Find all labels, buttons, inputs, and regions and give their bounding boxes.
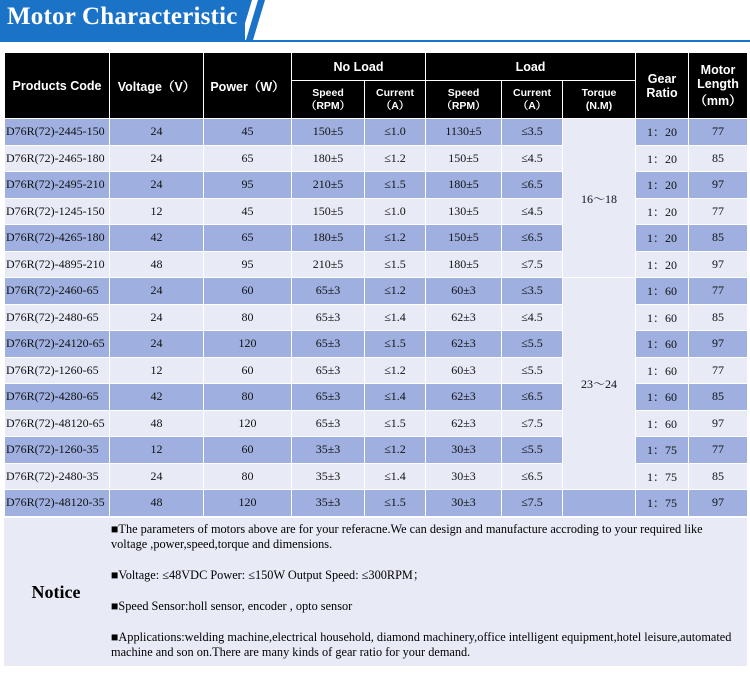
cell-noload-speed: 35±3 <box>292 437 365 464</box>
cell-voltage: 48 <box>110 251 204 278</box>
table-row <box>5 463 748 490</box>
cell-gear-ratio: 1：75 <box>636 490 689 517</box>
cell-load-speed: 62±3 <box>426 331 502 358</box>
cell-voltage: 24 <box>110 304 204 331</box>
cell-voltage: 24 <box>110 172 204 199</box>
cell-voltage: 24 <box>110 463 204 490</box>
notice-line: ■The parameters of motors above are for your referacne.We can design and manufacture accroding to your required like voltage ,power,speed,torque and dimensions. <box>111 522 703 551</box>
cell-motor-length: 97 <box>689 172 748 199</box>
cell-gear-ratio: 1：75 <box>636 463 689 490</box>
cell-product-code: D76R(72)-48120-65 <box>5 410 110 437</box>
cell-power: 80 <box>204 463 292 490</box>
header-power: Power（W） <box>204 53 292 119</box>
cell-load-speed: 180±5 <box>426 172 502 199</box>
cell-load-current: ≤7.5 <box>502 251 563 278</box>
cell-product-code: D76R(72)-48120-35 <box>5 490 110 517</box>
table-row <box>5 145 748 172</box>
cell-power: 60 <box>204 278 292 305</box>
cell-motor-length: 85 <box>689 304 748 331</box>
cell-noload-speed: 65±3 <box>292 278 365 305</box>
cell-gear-ratio: 1：20 <box>636 119 689 146</box>
table-row <box>5 490 748 517</box>
table-row <box>5 384 748 411</box>
cell-motor-length: 97 <box>689 410 748 437</box>
cell-load-torque: 23～24 <box>563 278 636 490</box>
table-row <box>5 331 748 358</box>
cell-gear-ratio: 1：20 <box>636 172 689 199</box>
cell-power: 80 <box>204 384 292 411</box>
cell-noload-current: ≤1.2 <box>365 357 426 384</box>
cell-load-speed: 30±3 <box>426 490 502 517</box>
cell-noload-current: ≤1.5 <box>365 251 426 278</box>
notice-line: ■Speed Sensor:holl sensor, encoder , opto sensor <box>111 599 353 613</box>
cell-motor-length: 77 <box>689 437 748 464</box>
cell-noload-current: ≤1.5 <box>365 490 426 517</box>
table-row <box>5 225 748 252</box>
cell-power: 45 <box>204 198 292 225</box>
cell-noload-speed: 180±5 <box>292 225 365 252</box>
notice-line: ■Applications:welding machine,electrical household, diamond machinery,office intelligent equipment,hotel leisure,automated machine and son on.There are many kinds of gear ratio for your demand. <box>111 630 732 659</box>
table-row <box>5 357 748 384</box>
cell-noload-current: ≤1.4 <box>365 384 426 411</box>
notice-section <box>4 518 747 666</box>
cell-power: 80 <box>204 304 292 331</box>
cell-noload-current: ≤1.2 <box>365 278 426 305</box>
cell-voltage: 48 <box>110 490 204 517</box>
cell-product-code: D76R(72)-2465-180 <box>5 145 110 172</box>
cell-product-code: D76R(72)-2480-35 <box>5 463 110 490</box>
cell-motor-length: 85 <box>689 145 748 172</box>
cell-load-speed: 130±5 <box>426 198 502 225</box>
cell-noload-speed: 65±3 <box>292 410 365 437</box>
cell-product-code: D76R(72)-1245-150 <box>5 198 110 225</box>
cell-noload-speed: 65±3 <box>292 331 365 358</box>
cell-power: 60 <box>204 357 292 384</box>
cell-product-code: D76R(72)-2445-150 <box>5 119 110 146</box>
cell-noload-speed: 35±3 <box>292 490 365 517</box>
cell-power: 95 <box>204 251 292 278</box>
cell-power: 120 <box>204 410 292 437</box>
cell-noload-current: ≤1.5 <box>365 410 426 437</box>
header-load: Load <box>426 53 636 81</box>
cell-noload-current: ≤1.0 <box>365 198 426 225</box>
cell-power: 65 <box>204 145 292 172</box>
cell-load-speed: 30±3 <box>426 463 502 490</box>
cell-noload-speed: 65±3 <box>292 357 365 384</box>
cell-load-speed: 60±3 <box>426 278 502 305</box>
cell-noload-speed: 180±5 <box>292 145 365 172</box>
page-title: Motor Characteristic <box>7 3 238 30</box>
cell-product-code: D76R(72)-2460-65 <box>5 278 110 305</box>
cell-motor-length: 97 <box>689 331 748 358</box>
cell-noload-current: ≤1.2 <box>365 145 426 172</box>
header-load-torque: Torque (N.M) <box>563 81 636 119</box>
table-row <box>5 119 748 146</box>
cell-load-current: ≤4.5 <box>502 145 563 172</box>
cell-gear-ratio: 1：20 <box>636 225 689 252</box>
banner-divider <box>0 40 750 42</box>
cell-voltage: 12 <box>110 198 204 225</box>
cell-product-code: D76R(72)-2480-65 <box>5 304 110 331</box>
cell-motor-length: 85 <box>689 463 748 490</box>
cell-noload-current: ≤1.4 <box>365 304 426 331</box>
cell-voltage: 24 <box>110 278 204 305</box>
cell-load-torque: 16～18 <box>563 119 636 278</box>
cell-gear-ratio: 1：60 <box>636 278 689 305</box>
cell-load-speed: 150±5 <box>426 145 502 172</box>
cell-product-code: D76R(72)-1260-65 <box>5 357 110 384</box>
cell-voltage: 24 <box>110 331 204 358</box>
header-noload-speed: Speed （RPM） <box>292 81 365 119</box>
cell-load-current: ≤3.5 <box>502 278 563 305</box>
cell-load-speed: 62±3 <box>426 410 502 437</box>
cell-motor-length: 97 <box>689 490 748 517</box>
cell-product-code: D76R(72)-4895-210 <box>5 251 110 278</box>
cell-voltage: 42 <box>110 225 204 252</box>
header-products-code: Products Code <box>5 53 110 119</box>
cell-gear-ratio: 1：20 <box>636 145 689 172</box>
cell-power: 120 <box>204 490 292 517</box>
table-row <box>5 251 748 278</box>
cell-motor-length: 85 <box>689 225 748 252</box>
cell-noload-speed: 210±5 <box>292 251 365 278</box>
table-row <box>5 304 748 331</box>
cell-voltage: 12 <box>110 437 204 464</box>
cell-load-speed: 62±3 <box>426 304 502 331</box>
cell-noload-speed: 35±3 <box>292 463 365 490</box>
cell-noload-speed: 150±5 <box>292 119 365 146</box>
notice-text <box>111 522 741 676</box>
cell-load-torque <box>563 490 636 517</box>
cell-product-code: D76R(72)-4265-180 <box>5 225 110 252</box>
header-no-load: No Load <box>292 53 426 81</box>
cell-load-current: ≤3.5 <box>502 119 563 146</box>
cell-power: 95 <box>204 172 292 199</box>
cell-gear-ratio: 1：20 <box>636 251 689 278</box>
cell-motor-length: 77 <box>689 198 748 225</box>
cell-load-current: ≤4.5 <box>502 198 563 225</box>
cell-voltage: 42 <box>110 384 204 411</box>
header-voltage: Voltage（V） <box>110 53 204 119</box>
cell-load-speed: 1130±5 <box>426 119 502 146</box>
cell-product-code: D76R(72)-4280-65 <box>5 384 110 411</box>
cell-noload-speed: 65±3 <box>292 304 365 331</box>
cell-voltage: 24 <box>110 145 204 172</box>
cell-noload-current: ≤1.0 <box>365 119 426 146</box>
cell-power: 60 <box>204 437 292 464</box>
cell-load-current: ≤7.5 <box>502 410 563 437</box>
cell-voltage: 12 <box>110 357 204 384</box>
header-motor-length: Motor Length（mm） <box>689 53 748 119</box>
cell-motor-length: 85 <box>689 384 748 411</box>
cell-product-code: D76R(72)-24120-65 <box>5 331 110 358</box>
notice-label: Notice <box>31 581 81 602</box>
cell-voltage: 24 <box>110 119 204 146</box>
cell-load-speed: 60±3 <box>426 357 502 384</box>
table-row <box>5 172 748 199</box>
cell-product-code: D76R(72)-1260-35 <box>5 437 110 464</box>
header-noload-current: Current （A） <box>365 81 426 119</box>
header-gear-ratio: Gear Ratio <box>636 53 689 119</box>
header-load-current: Current （A） <box>502 81 563 119</box>
cell-gear-ratio: 1：60 <box>636 331 689 358</box>
cell-product-code: D76R(72)-2495-210 <box>5 172 110 199</box>
table-row <box>5 437 748 464</box>
table-row <box>5 278 748 305</box>
table-body <box>5 119 748 517</box>
cell-load-current: ≤6.5 <box>502 225 563 252</box>
cell-gear-ratio: 1：60 <box>636 410 689 437</box>
cell-noload-current: ≤1.2 <box>365 225 426 252</box>
banner-stripes-icon <box>232 0 272 40</box>
cell-load-speed: 150±5 <box>426 225 502 252</box>
cell-load-current: ≤7.5 <box>502 490 563 517</box>
cell-power: 120 <box>204 331 292 358</box>
header-load-speed: Speed （RPM） <box>426 81 502 119</box>
cell-noload-current: ≤1.4 <box>365 463 426 490</box>
cell-load-current: ≤5.5 <box>502 357 563 384</box>
cell-load-current: ≤6.5 <box>502 172 563 199</box>
motor-spec-table <box>4 52 748 517</box>
cell-load-current: ≤5.5 <box>502 437 563 464</box>
cell-load-speed: 62±3 <box>426 384 502 411</box>
cell-noload-current: ≤1.5 <box>365 172 426 199</box>
cell-noload-speed: 210±5 <box>292 172 365 199</box>
cell-power: 45 <box>204 119 292 146</box>
cell-motor-length: 77 <box>689 119 748 146</box>
cell-motor-length: 77 <box>689 357 748 384</box>
notice-line: ■Voltage: ≤48VDC Power: ≤150W Output Speed: ≤300RPM； <box>111 568 426 582</box>
cell-power: 65 <box>204 225 292 252</box>
cell-motor-length: 97 <box>689 251 748 278</box>
cell-gear-ratio: 1：75 <box>636 437 689 464</box>
cell-gear-ratio: 1：60 <box>636 357 689 384</box>
cell-voltage: 48 <box>110 410 204 437</box>
cell-gear-ratio: 1：60 <box>636 384 689 411</box>
table-row <box>5 410 748 437</box>
cell-gear-ratio: 1：60 <box>636 304 689 331</box>
cell-load-speed: 30±3 <box>426 437 502 464</box>
cell-noload-current: ≤1.5 <box>365 331 426 358</box>
cell-noload-speed: 150±5 <box>292 198 365 225</box>
cell-noload-speed: 65±3 <box>292 384 365 411</box>
cell-load-speed: 180±5 <box>426 251 502 278</box>
cell-load-current: ≤5.5 <box>502 331 563 358</box>
cell-load-current: ≤6.5 <box>502 384 563 411</box>
cell-load-current: ≤4.5 <box>502 304 563 331</box>
table-row <box>5 198 748 225</box>
header-banner <box>0 0 750 44</box>
cell-motor-length: 77 <box>689 278 748 305</box>
cell-noload-current: ≤1.2 <box>365 437 426 464</box>
cell-gear-ratio: 1：20 <box>636 198 689 225</box>
cell-load-current: ≤6.5 <box>502 463 563 490</box>
